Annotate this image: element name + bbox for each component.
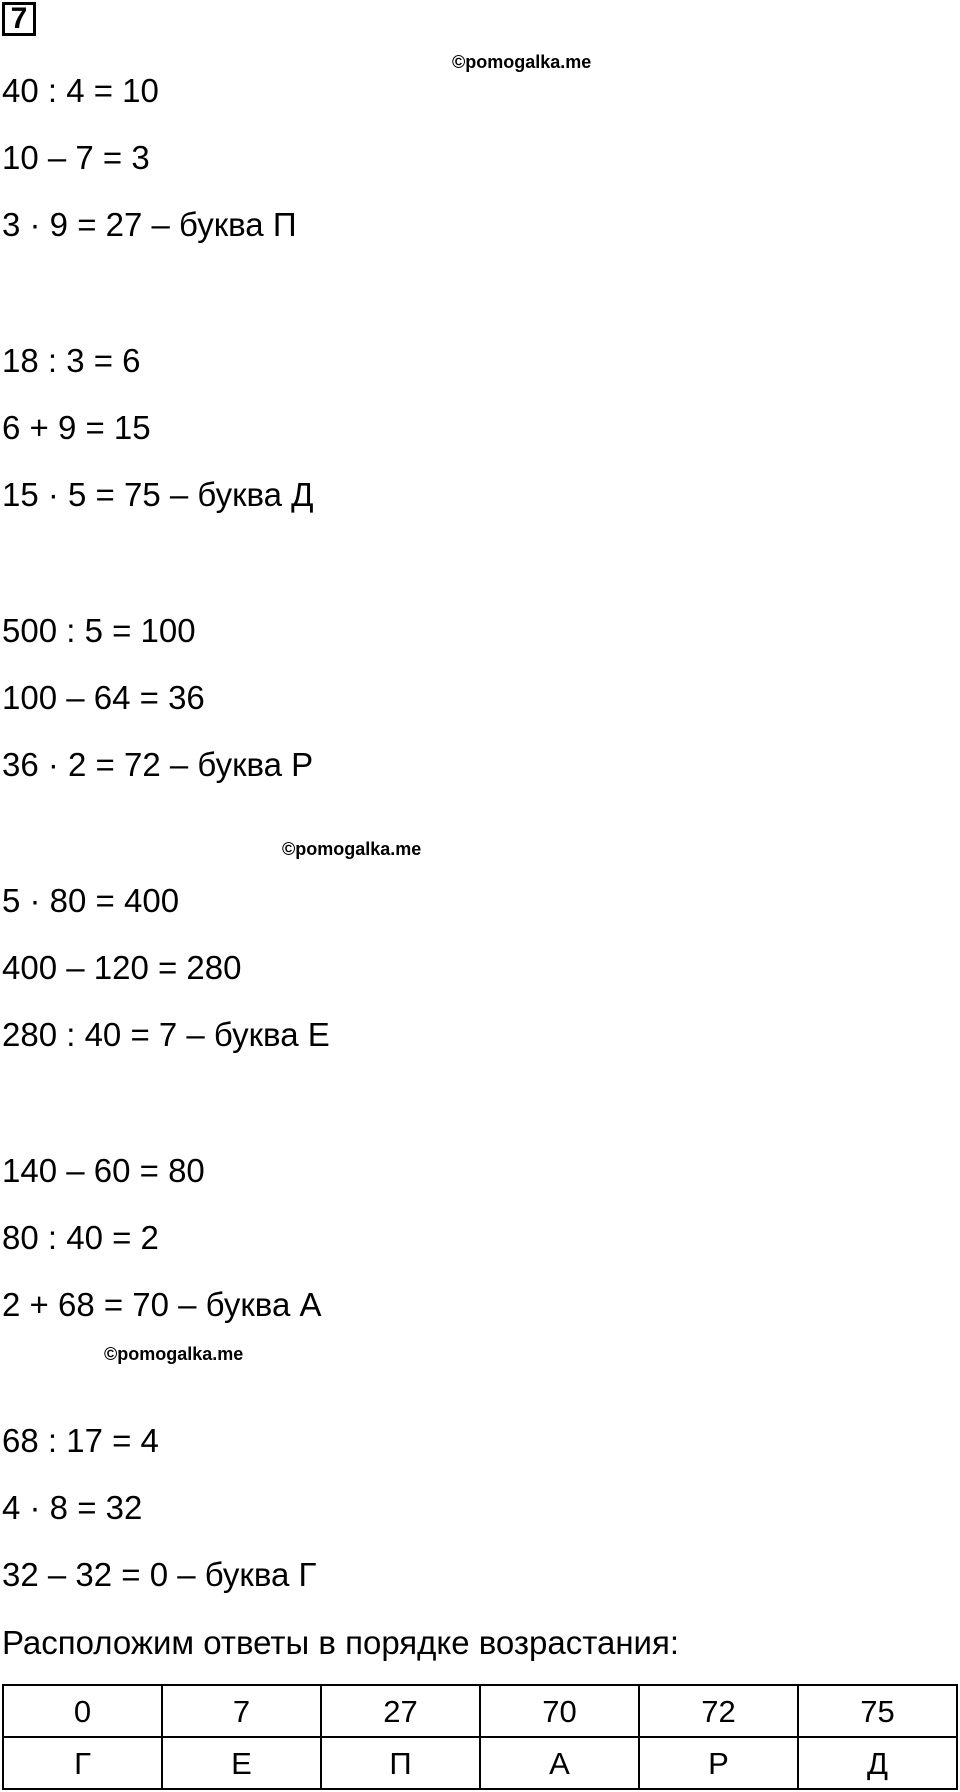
table-cell-number: 27 bbox=[321, 1685, 480, 1737]
equation-line: 18 : 3 = 6 bbox=[2, 342, 141, 379]
table-cell-letter: Е bbox=[162, 1737, 321, 1789]
task-number-badge: 7 bbox=[2, 2, 36, 36]
table-cell-number: 75 bbox=[798, 1685, 957, 1737]
equation-line: 10 – 7 = 3 bbox=[2, 139, 150, 176]
equation-line: 400 – 120 = 280 bbox=[2, 949, 242, 986]
equation-line: 4 · 8 = 32 bbox=[2, 1489, 143, 1526]
equation-line: 280 : 40 = 7 – буква Е bbox=[2, 1016, 330, 1053]
equation-line: 40 : 4 = 10 bbox=[2, 72, 159, 109]
watermark: ©pomogalka.me bbox=[104, 1344, 244, 1364]
equation-line: 140 – 60 = 80 bbox=[2, 1152, 205, 1189]
table-cell-number: 0 bbox=[3, 1685, 162, 1737]
equation-line: 80 : 40 = 2 bbox=[2, 1219, 159, 1256]
equation-line: 500 : 5 = 100 bbox=[2, 612, 196, 649]
table-cell-letter: Г bbox=[3, 1737, 162, 1789]
table-cell-number: 7 bbox=[162, 1685, 321, 1737]
equation-line: 32 – 32 = 0 – буква Г bbox=[2, 1556, 317, 1593]
equation-line: 36 · 2 = 72 – буква Р bbox=[2, 746, 314, 783]
conclusion-text: Расположим ответы в порядке возрастания: bbox=[2, 1624, 680, 1661]
equation-line: 2 + 68 = 70 – буква А bbox=[2, 1286, 322, 1323]
table-cell-letter: Р bbox=[639, 1737, 798, 1789]
equation-line: 3 · 9 = 27 – буква П bbox=[2, 206, 297, 243]
equation-line: 68 : 17 = 4 bbox=[2, 1422, 159, 1459]
table-cell-letter: П bbox=[321, 1737, 480, 1789]
equation-line: 100 – 64 = 36 bbox=[2, 679, 205, 716]
equation-line: 5 · 80 = 400 bbox=[2, 882, 180, 919]
equation-line: 6 + 9 = 15 bbox=[2, 409, 151, 446]
answer-table bbox=[2, 1684, 958, 1790]
answer-numbers-row bbox=[3, 1685, 957, 1737]
table-cell-number: 70 bbox=[480, 1685, 639, 1737]
answer-letters-row bbox=[3, 1737, 957, 1789]
watermark: ©pomogalka.me bbox=[282, 839, 422, 859]
table-cell-letter: А bbox=[480, 1737, 639, 1789]
table-cell-number: 72 bbox=[639, 1685, 798, 1737]
watermark: ©pomogalka.me bbox=[452, 52, 592, 72]
table-cell-letter: Д bbox=[798, 1737, 957, 1789]
equation-line: 15 · 5 = 75 – буква Д bbox=[2, 476, 314, 513]
